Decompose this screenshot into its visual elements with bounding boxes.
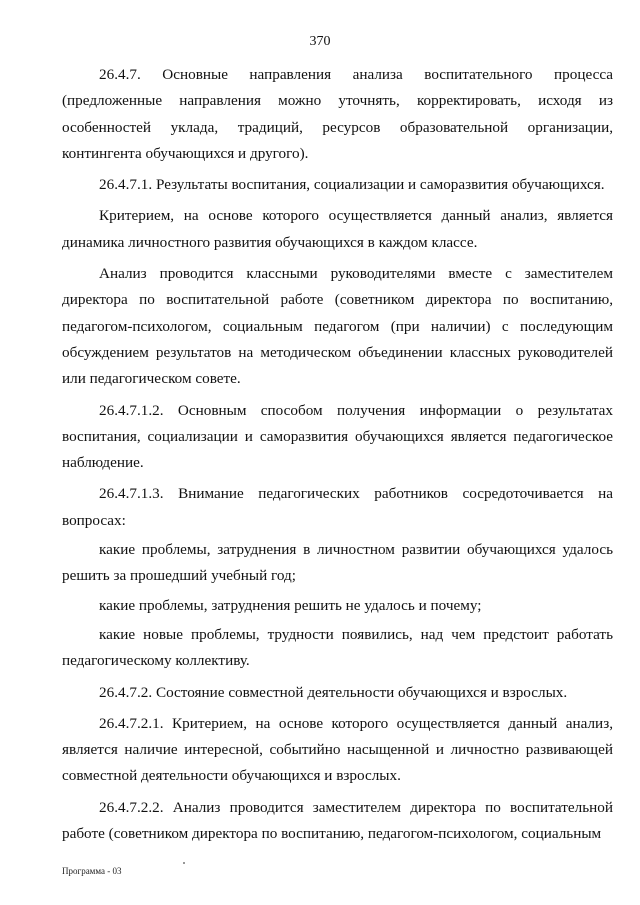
paragraph-26-4-7-2-2: 26.4.7.2.2. Анализ проводится заместителем директора по воспитательной работе (советником директора по воспитанию, педагогом-психологом, социальным [62, 798, 613, 843]
footer-program-label: Программа - 03 [62, 866, 122, 876]
paragraph-26-4-7-1-3: 26.4.7.1.3. Внимание педагогических работников сосредоточивается на вопросах: [62, 485, 613, 529]
scan-speck [183, 862, 185, 864]
question-item-unsolved-problems: какие проблемы, затруднения решить не удалось и почему; [99, 596, 482, 614]
paragraph-26-4-7-1-2: 26.4.7.1.2. Основным способом получения информации о результатах воспитания, социализации и саморазвития обучающихся является педагогическое наблюдение. [62, 401, 613, 472]
page-number: 370 [309, 34, 331, 49]
paragraph-analysis-class-teachers: Анализ проводится классными руководителями вместе с заместителем директора по воспитательной работе (советником директора по воспитанию, педагогом-психологом, социальным педагогом (при наличии) с последующим обсуждением результатов на методическом объединении классных руководителей или педагогическом совете. [62, 265, 613, 388]
paragraph-26-4-7-2-1: 26.4.7.2.1. Критерием, на основе которого осуществляется данный анализ, является наличие интересной, событийно насыщенной и личностно развивающей совместной деятельности обучающихся и взрослых. [62, 714, 613, 785]
question-item-solved-problems: какие проблемы, затруднения в личностном развитии обучающихся удалось решить за прошедший учебный год; [62, 541, 613, 585]
paragraph-26-4-7-1: 26.4.7.1. Результаты воспитания, социализации и саморазвития обучающихся. [99, 176, 605, 194]
paragraph-26-4-7-2: 26.4.7.2. Состояние совместной деятельности обучающихся и взрослых. [99, 683, 568, 701]
paragraph-26-4-7: 26.4.7. Основные направления анализа воспитательного процесса (предложенные направления можно уточнять, корректировать, исходя из особенностей уклада, традиций, ресурсов образовательной организации, контингента обучающихся и другого). [62, 66, 613, 162]
document-body [62, 62, 613, 852]
question-item-new-problems: какие новые проблемы, трудности появились, над чем предстоит работать педагогическому коллективу. [62, 625, 613, 670]
paragraph-criterion-dynamics: Критерием, на основе которого осуществляется данный анализ, является динамика личностного развития обучающихся в каждом классе. [62, 207, 613, 251]
